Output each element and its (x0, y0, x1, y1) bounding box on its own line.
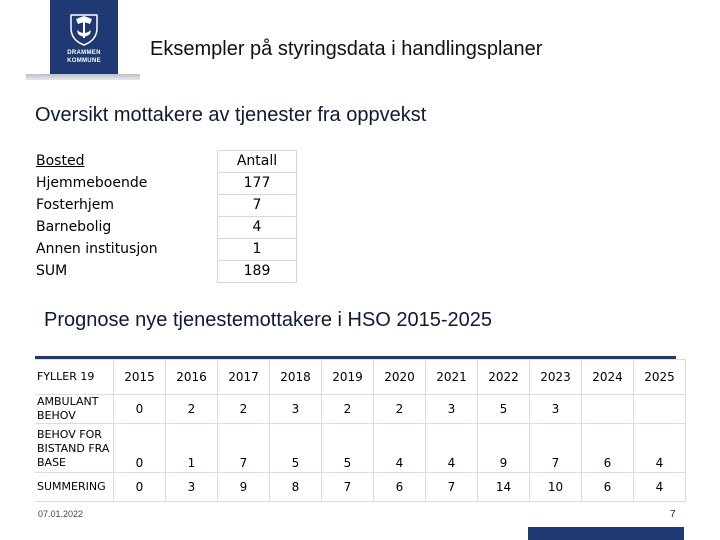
table-cell: 2021 (426, 360, 478, 395)
table-cell: 5 (270, 424, 322, 473)
row-value: 1 (218, 239, 297, 261)
table-cell: 3 (166, 473, 218, 502)
row-label: Bosted (36, 153, 85, 169)
table-cell: 0 (114, 424, 166, 473)
table-cell: 2016 (166, 360, 218, 395)
row-label: Fosterhjem (36, 197, 115, 213)
table-cell (634, 395, 686, 424)
table-cell: 7 (322, 473, 374, 502)
forecast-table (35, 359, 686, 502)
table-cell: 2022 (478, 360, 530, 395)
table-cell: 6 (582, 473, 634, 502)
table-cell: 2025 (634, 360, 686, 395)
table-cell: 7 (426, 473, 478, 502)
table-cell: 0 (114, 395, 166, 424)
row-label: Barnebolig (36, 219, 112, 235)
table-row (35, 424, 686, 473)
table-cell: 2 (322, 395, 374, 424)
table-cell: 0 (114, 473, 166, 502)
row-value: 7 (218, 195, 297, 217)
table-cell: 2017 (218, 360, 270, 395)
row-value: 189 (218, 261, 297, 283)
table-row (33, 239, 297, 261)
table-cell: 2 (374, 395, 426, 424)
table-cell: 5 (478, 395, 530, 424)
table-row (33, 151, 297, 173)
table-row (33, 195, 297, 217)
table-cell: 2024 (582, 360, 634, 395)
table-cell: 7 (218, 424, 270, 473)
coat-of-arms-icon (68, 10, 100, 46)
table-cell: 5 (322, 424, 374, 473)
table-cell: 8 (270, 473, 322, 502)
logo-text-kommune: KOMMUNE (67, 58, 101, 64)
table-cell: 10 (530, 473, 582, 502)
row-value: Antall (218, 151, 297, 173)
row-label: SUMMERING (35, 473, 114, 502)
table-row (35, 473, 686, 502)
table-cell: 2015 (114, 360, 166, 395)
table-cell: 4 (374, 424, 426, 473)
drammen-kommune-logo (50, 0, 118, 74)
table-cell: 2020 (374, 360, 426, 395)
table-cell: 4 (634, 473, 686, 502)
table-cell: 3 (426, 395, 478, 424)
table-cell: 2 (218, 395, 270, 424)
table-cell (582, 395, 634, 424)
table-cell: 2 (166, 395, 218, 424)
table-row (33, 173, 297, 195)
table-cell: 6 (582, 424, 634, 473)
section-title-oversikt: Oversikt mottakere av tjenester fra oppvekst (35, 104, 427, 126)
table-cell: 6 (374, 473, 426, 502)
section-title-prognose: Prognose nye tjenestemottakere i HSO 2015-2025 (44, 309, 493, 331)
page-number: 7 (670, 509, 676, 520)
table-cell: 9 (218, 473, 270, 502)
row-label: AMBULANT BEHOV (35, 395, 114, 424)
table-cell: 4 (634, 424, 686, 473)
row-label: BEHOV FOR BISTAND FRA BASE (35, 424, 114, 473)
table-row (35, 360, 686, 395)
page-title: Eksempler på styringsdata i handlingsplaner (150, 38, 543, 60)
row-value: 4 (218, 217, 297, 239)
row-value: 177 (218, 173, 297, 195)
row-label: Hjemmeboende (36, 175, 148, 191)
row-label: SUM (36, 263, 68, 279)
logo-text-drammen: DRAMMEN (67, 50, 101, 56)
table-cell: 3 (530, 395, 582, 424)
row-label: Annen institusjon (36, 241, 158, 257)
row-label: FYLLER 19 (35, 360, 114, 395)
recipients-table (33, 150, 297, 283)
table-cell: 2023 (530, 360, 582, 395)
footer-date: 07.01.2022 (38, 509, 84, 519)
logo-shadow (26, 74, 140, 80)
table-cell: 3 (270, 395, 322, 424)
footer-bar (528, 527, 684, 540)
table-cell: 2018 (270, 360, 322, 395)
table-cell: 9 (478, 424, 530, 473)
table-row (33, 217, 297, 239)
table-cell: 2019 (322, 360, 374, 395)
table-row (33, 261, 297, 283)
table-cell: 4 (426, 424, 478, 473)
table-cell: 7 (530, 424, 582, 473)
table-cell: 14 (478, 473, 530, 502)
table-row (35, 395, 686, 424)
table-cell: 1 (166, 424, 218, 473)
